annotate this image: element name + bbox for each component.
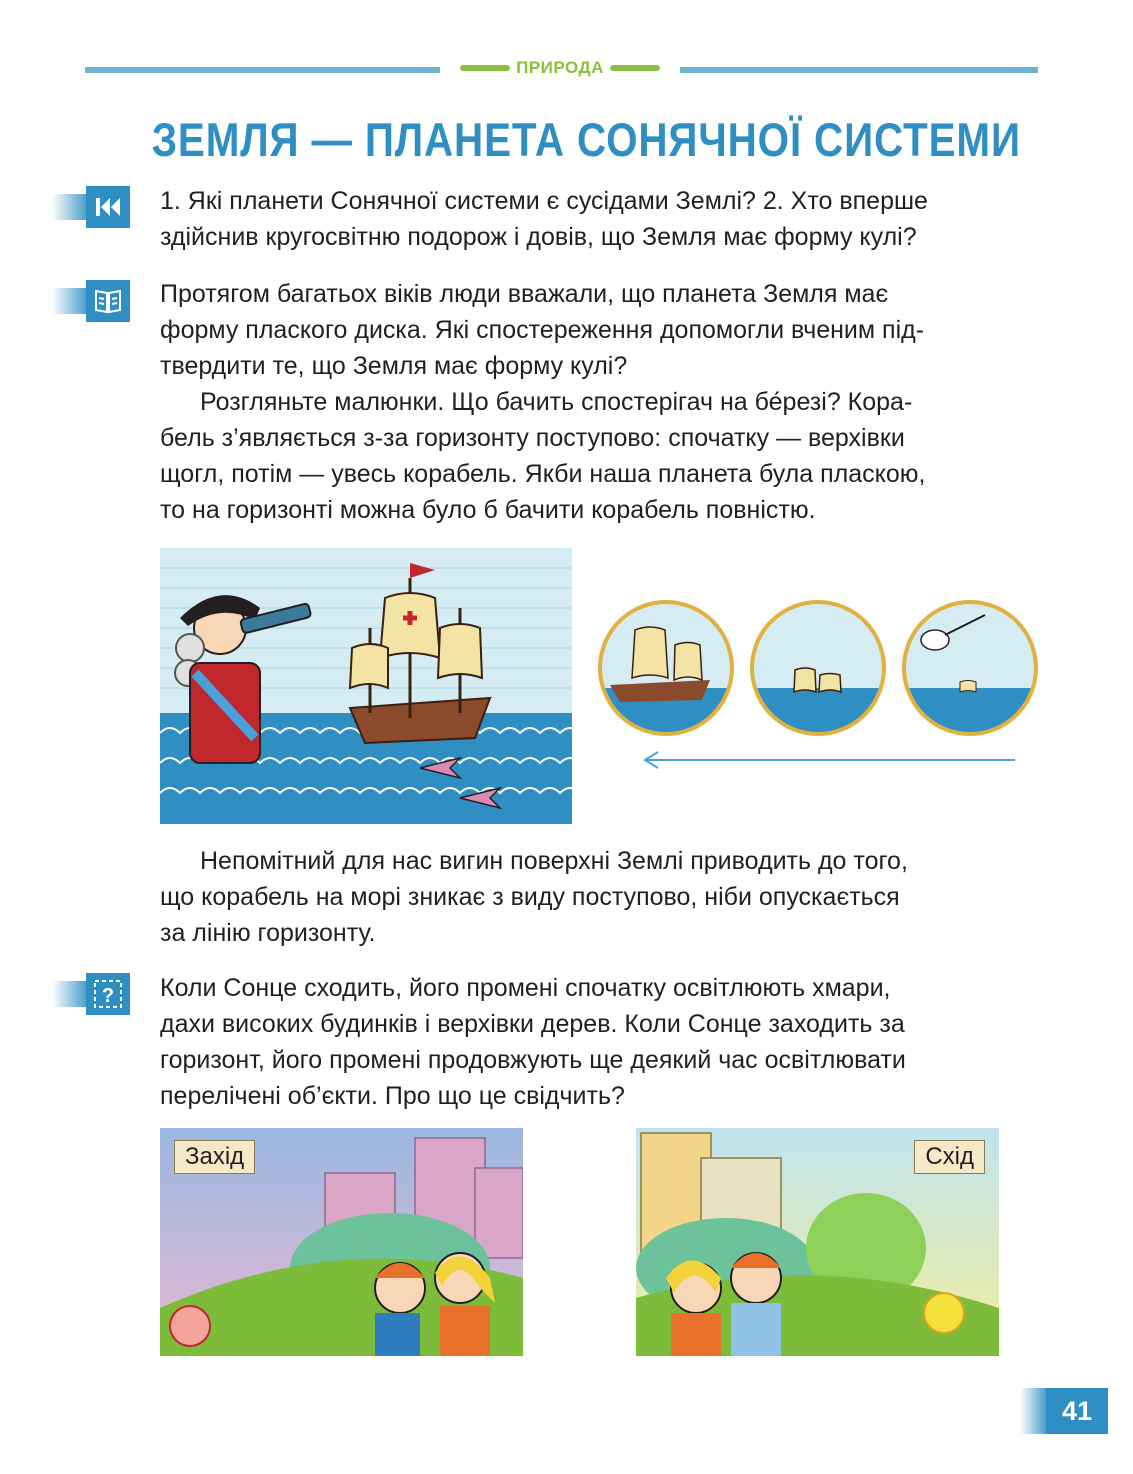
question-icon: [92, 978, 124, 1010]
repeat-marker: [52, 186, 130, 228]
section-label: ПРИРОДА: [516, 58, 604, 77]
svg-text:?: ?: [101, 985, 115, 1007]
page-title: ЗЕМЛЯ — ПЛАНЕТА СОНЯЧНОЇ СИСТЕМИ: [151, 113, 1021, 166]
sunrise-east-illustration: [636, 1128, 999, 1356]
question-marker: [52, 973, 130, 1015]
sunset-west-illustration: [160, 1128, 523, 1356]
read-marker: [52, 280, 130, 322]
curvature-paragraph: Непомітний для нас вигин поверхні Землі приводить до того, що корабель на морі зникає з виду поступово, ніби опускається за лінію горизонту.: [160, 847, 908, 947]
rewind-icon: [92, 191, 124, 223]
west-label: Захід: [174, 1140, 255, 1174]
problem-paragraph: Коли Сонце сходить, його промені спочатку освітлюють хмари, дахи високих будинків і верхівки дерев. Коли Сонце заходить за горизонт, його промені продовжують ще деякий час освітлювати перелічені об’єкти. Про що це свідчить?: [160, 974, 906, 1110]
section-tag: [440, 58, 680, 80]
east-label: Схід: [914, 1140, 985, 1174]
horizon-sequence-illustration: [590, 600, 1040, 775]
ship-observer-illustration: [160, 548, 572, 824]
reading-paragraph-1: Протягом багатьох віків люди вважали, що планета Земля має форму плаского диска. Які спостереження допомогли вченим під- твердити те, що Земля має форму кулі?: [160, 280, 925, 380]
page-number: 41: [1046, 1388, 1108, 1434]
leaf-ornament-icon: [460, 65, 510, 71]
leaf-ornament-icon: [610, 65, 660, 71]
recall-questions: 1. Які планети Сонячної системи є сусідами Землі? 2. Хто вперше здійснив кругосвітню подорож і довів, що Земля має форму кулі?: [160, 187, 928, 251]
book-icon: [92, 285, 124, 317]
reading-paragraph-2: Розгляньте малюнки. Що бачить спостерігач на бе́резі? Кора- бель з’являється з-за горизонту поступово: спочатку — верхівки щогл, потім — увесь корабель. Якби наша планета була пласкою, то на горизонті можна було б бачити корабель повністю.: [160, 388, 926, 524]
